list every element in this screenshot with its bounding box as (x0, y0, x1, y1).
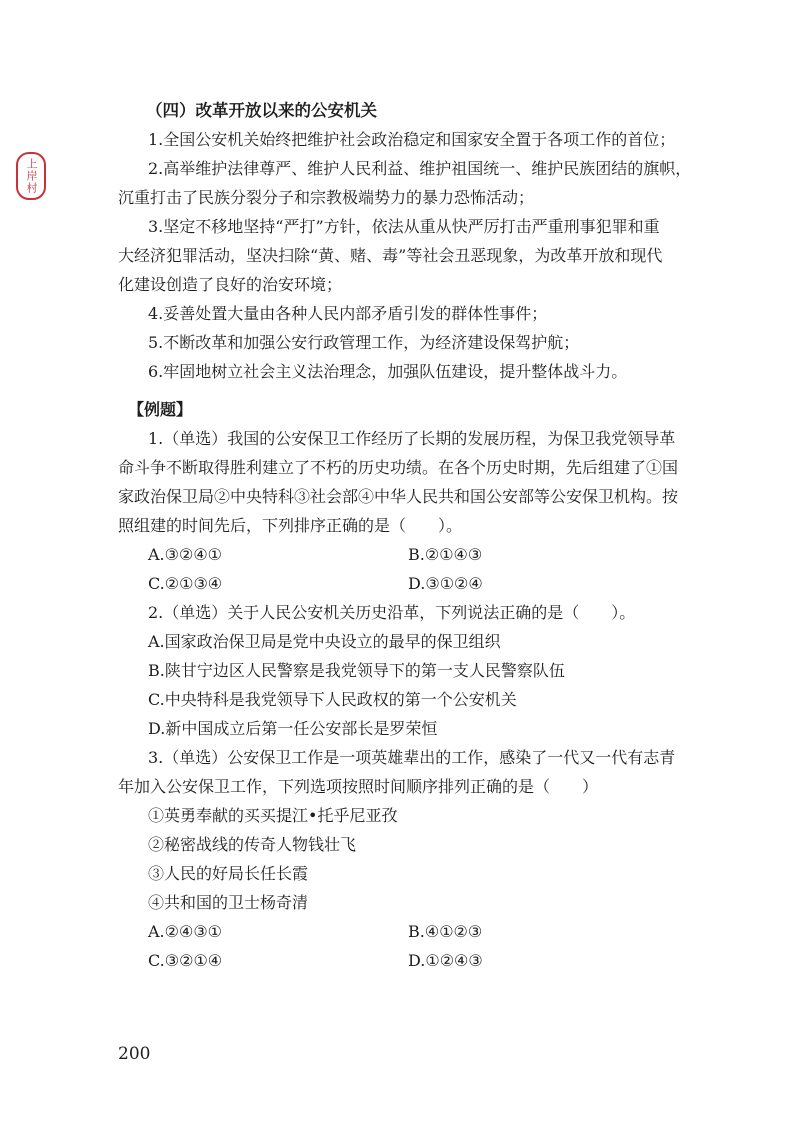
list-item: ③人民的好局长任长霞 (148, 864, 309, 883)
question-line: 3.（单选）公安保卫工作是一项英雄辈出的工作，感染了一代又一代有志青 (148, 748, 676, 767)
option-row (118, 540, 682, 569)
paragraph-line: 6.牢固地树立社会主义法治理念，加强队伍建设，提升整体战斗力。 (148, 362, 628, 381)
option-b: B.④①②③ (408, 922, 483, 941)
paragraph-line: 1.全国公安机关始终把维护社会政治稳定和国家安全置于各项工作的首位； (148, 130, 676, 149)
examples-heading: 【例题】 (128, 400, 193, 419)
question-line: 年加入公安保卫工作，下列选项按照时间顺序排列正确的是（ ） (118, 777, 599, 796)
paragraph-line: 2.高举维护法律尊严、维护人民利益、维护祖国统一、维护民族团结的旗帜， (148, 159, 692, 178)
option-row (118, 917, 682, 946)
option-a: A.②④③① (148, 922, 223, 941)
paragraph-line: 4.妥善处置大量由各种人民内部矛盾引发的群体性事件； (148, 304, 548, 323)
paragraph-line: 5.不断改革和加强公安行政管理工作，为经济建设保驾护航； (148, 333, 580, 352)
list-item: ①英勇奉献的买买提江•托乎尼亚孜 (148, 806, 398, 825)
section-block (118, 96, 692, 386)
option-row (118, 569, 682, 598)
option-d: D.新中国成立后第一任公安部长是罗荣恒 (148, 719, 438, 738)
option-d: D.③①②④ (408, 574, 483, 593)
question-line: 1.（单选）我国的公安保卫工作经历了长期的发展历程，为保卫我党领导革 (148, 429, 676, 448)
option-c: C.③②①④ (148, 951, 223, 970)
seal-stamp-icon (16, 152, 46, 200)
option-b: B.②①④③ (408, 545, 483, 564)
seal-text: 上岸村 (25, 158, 38, 194)
page-number: 200 (118, 1044, 151, 1064)
paragraph-line: 沉重打击了民族分裂分子和宗教极端势力的暴力恐怖活动； (118, 188, 535, 207)
examples-block (118, 395, 682, 975)
option-c: C.②①③④ (148, 574, 223, 593)
question-line: 2.（单选）关于人民公安机关历史沿革，下列说法正确的是（ ）。 (148, 603, 636, 622)
list-item: ④共和国的卫士杨奇清 (148, 893, 309, 912)
list-item: ②秘密战线的传奇人物钱壮飞 (148, 835, 357, 854)
option-row (118, 946, 682, 975)
option-b: B.陕甘宁边区人民警察是我党领导下的第一支人民警察队伍 (148, 661, 565, 680)
question-line: 照组建的时间先后，下列排序正确的是（ ）。 (118, 516, 463, 535)
section-heading: （四）改革开放以来的公安机关 (146, 101, 377, 120)
option-c: C.中央特科是我党领导下人民政权的第一个公安机关 (148, 690, 517, 709)
option-a: A.③②④① (148, 545, 223, 564)
paragraph-line: 3.坚定不移地坚持“严打”方针，依法从重从快严厉打击严重刑事犯罪和重 (148, 217, 660, 236)
question-line: 命斗争不断取得胜利建立了不朽的历史功绩。在各个历史时期，先后组建了①国 (118, 458, 679, 477)
option-a: A.国家政治保卫局是党中央设立的最早的保卫组织 (148, 632, 501, 651)
paragraph-line: 化建设创造了良好的治安环境； (118, 275, 343, 294)
option-d: D.①②④③ (408, 951, 483, 970)
question-line: 家政治保卫局②中央特科③社会部④中华人民共和国公安部等公安保卫机构。按 (118, 487, 679, 506)
paragraph-line: 大经济犯罪活动，坚决扫除“黄、赌、毒”等社会丑恶现象，为改革开放和现代 (118, 246, 663, 265)
